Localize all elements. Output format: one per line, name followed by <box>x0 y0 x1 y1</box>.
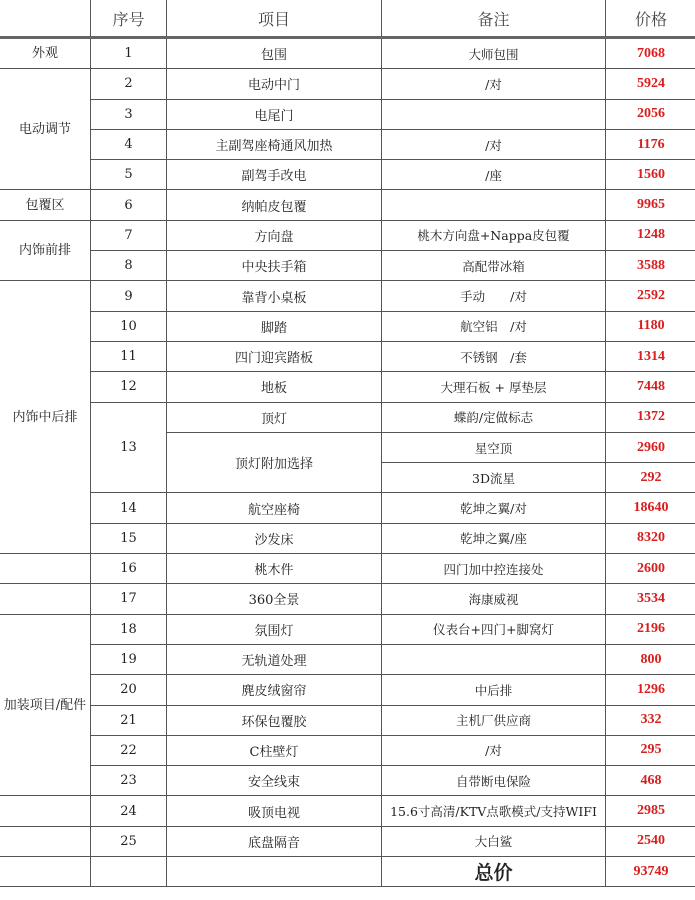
note-cell: /对 <box>382 735 606 765</box>
note-cell: 大理石板 + 厚垫层 <box>382 372 606 402</box>
table-row <box>0 675 695 705</box>
category-cell: 外观 <box>0 38 91 69</box>
table-row <box>0 766 695 796</box>
item-cell: 顶灯 <box>167 402 382 432</box>
item-cell: 顶灯附加选择 <box>167 432 382 493</box>
item-cell: 桃木件 <box>167 554 382 584</box>
note-cell <box>382 99 606 129</box>
price-cell: 1372 <box>606 402 695 432</box>
item-cell: 方向盘 <box>167 220 382 250</box>
item-cell: 副驾手改电 <box>167 160 382 190</box>
seq-cell: 14 <box>91 493 167 523</box>
seq-cell: 6 <box>91 190 167 220</box>
item-cell: 360全景 <box>167 584 382 614</box>
note-cell <box>382 644 606 674</box>
note-cell: 15.6寸高清/KTV点歌模式/支持WIFI <box>382 796 606 826</box>
header-item: 项目 <box>167 0 382 38</box>
price-cell: 332 <box>606 705 695 735</box>
table-row <box>0 190 695 220</box>
note-cell: 中后排 <box>382 675 606 705</box>
total-row <box>0 857 695 887</box>
item-cell: 中央扶手箱 <box>167 251 382 281</box>
price-cell: 8320 <box>606 523 695 553</box>
category-cell: 加装项目/配件 <box>0 614 91 796</box>
seq-cell: 9 <box>91 281 167 311</box>
table-row <box>0 402 695 432</box>
seq-cell: 3 <box>91 99 167 129</box>
seq-cell: 4 <box>91 129 167 159</box>
note-cell <box>382 190 606 220</box>
price-cell: 800 <box>606 644 695 674</box>
item-cell: 沙发床 <box>167 523 382 553</box>
seq-cell: 15 <box>91 523 167 553</box>
note-cell: 手动 /对 <box>382 281 606 311</box>
item-cell: 安全线束 <box>167 766 382 796</box>
seq-cell: 8 <box>91 251 167 281</box>
category-cell: 内饰前排 <box>0 220 91 281</box>
note-cell: 大师包围 <box>382 38 606 69</box>
item-cell: 吸顶电视 <box>167 796 382 826</box>
note-cell: 不锈钢 /套 <box>382 341 606 371</box>
note-cell: /对 <box>382 69 606 99</box>
item-cell: 脚踏 <box>167 311 382 341</box>
empty-cell <box>91 857 167 887</box>
seq-cell: 19 <box>91 644 167 674</box>
total-label: 总价 <box>382 857 606 887</box>
header-category <box>0 0 91 38</box>
note-cell: /座 <box>382 160 606 190</box>
empty-cell <box>0 857 91 887</box>
note-cell: 桃木方向盘+Nappa皮包覆 <box>382 220 606 250</box>
note-cell: 乾坤之翼/对 <box>382 493 606 523</box>
table-row <box>0 796 695 826</box>
price-cell: 1180 <box>606 311 695 341</box>
price-cell: 1560 <box>606 160 695 190</box>
seq-cell: 5 <box>91 160 167 190</box>
price-cell: 2196 <box>606 614 695 644</box>
table-row <box>0 129 695 159</box>
table-row <box>0 38 695 69</box>
item-cell: 麂皮绒窗帘 <box>167 675 382 705</box>
price-cell: 292 <box>606 463 695 493</box>
category-cell: 电动调节 <box>0 69 91 190</box>
table-row <box>0 311 695 341</box>
price-cell: 2600 <box>606 554 695 584</box>
price-cell: 7068 <box>606 38 695 69</box>
note-cell: 自带断电保险 <box>382 766 606 796</box>
price-cell: 3588 <box>606 251 695 281</box>
item-cell: 航空座椅 <box>167 493 382 523</box>
seq-cell: 25 <box>91 826 167 856</box>
category-cell <box>0 796 91 826</box>
table-row <box>0 372 695 402</box>
item-cell: 靠背小桌板 <box>167 281 382 311</box>
price-cell: 295 <box>606 735 695 765</box>
price-cell: 1296 <box>606 675 695 705</box>
item-cell: 底盘隔音 <box>167 826 382 856</box>
table-row <box>0 341 695 371</box>
table-row <box>0 523 695 553</box>
note-cell: /对 <box>382 129 606 159</box>
seq-cell: 11 <box>91 341 167 371</box>
header-price: 价格 <box>606 0 695 38</box>
item-cell: C柱壁灯 <box>167 735 382 765</box>
header-note: 备注 <box>382 0 606 38</box>
item-cell: 地板 <box>167 372 382 402</box>
note-cell: 海康威视 <box>382 584 606 614</box>
note-cell: 3D流星 <box>382 463 606 493</box>
note-cell: 四门加中控连接处 <box>382 554 606 584</box>
table-row <box>0 99 695 129</box>
note-cell: 主机厂供应商 <box>382 705 606 735</box>
seq-cell: 7 <box>91 220 167 250</box>
note-cell: 仪表台+四门+脚窝灯 <box>382 614 606 644</box>
note-cell: 大白鲨 <box>382 826 606 856</box>
table-row <box>0 220 695 250</box>
price-cell: 468 <box>606 766 695 796</box>
seq-cell: 13 <box>91 402 167 493</box>
category-cell <box>0 584 91 614</box>
price-cell: 18640 <box>606 493 695 523</box>
category-cell: 包覆区 <box>0 190 91 220</box>
price-cell: 1314 <box>606 341 695 371</box>
item-cell: 无轨道处理 <box>167 644 382 674</box>
seq-cell: 18 <box>91 614 167 644</box>
seq-cell: 21 <box>91 705 167 735</box>
price-cell: 9965 <box>606 190 695 220</box>
table-row <box>0 281 695 311</box>
price-cell: 2960 <box>606 432 695 462</box>
seq-cell: 20 <box>91 675 167 705</box>
category-cell <box>0 554 91 584</box>
seq-cell: 10 <box>91 311 167 341</box>
price-cell: 2540 <box>606 826 695 856</box>
seq-cell: 12 <box>91 372 167 402</box>
price-cell: 2592 <box>606 281 695 311</box>
seq-cell: 1 <box>91 38 167 69</box>
table-row <box>0 584 695 614</box>
item-cell: 纳帕皮包覆 <box>167 190 382 220</box>
header-seq: 序号 <box>91 0 167 38</box>
empty-cell <box>167 857 382 887</box>
seq-cell: 23 <box>91 766 167 796</box>
category-cell: 内饰中后排 <box>0 281 91 554</box>
seq-cell: 2 <box>91 69 167 99</box>
table-row <box>0 735 695 765</box>
item-cell: 主副驾座椅通风加热 <box>167 129 382 159</box>
seq-cell: 16 <box>91 554 167 584</box>
table-row <box>0 705 695 735</box>
note-cell: 蝶韵/定做标志 <box>382 402 606 432</box>
price-cell: 2985 <box>606 796 695 826</box>
table-row <box>0 251 695 281</box>
seq-cell: 22 <box>91 735 167 765</box>
table-row <box>0 614 695 644</box>
note-cell: 乾坤之翼/座 <box>382 523 606 553</box>
table-row <box>0 554 695 584</box>
header-row <box>0 0 695 38</box>
item-cell: 电尾门 <box>167 99 382 129</box>
table-row <box>0 644 695 674</box>
table-row <box>0 69 695 99</box>
note-cell: 航空铝 /对 <box>382 311 606 341</box>
item-cell: 包围 <box>167 38 382 69</box>
category-cell <box>0 826 91 856</box>
price-cell: 1176 <box>606 129 695 159</box>
price-cell: 2056 <box>606 99 695 129</box>
seq-cell: 24 <box>91 796 167 826</box>
item-cell: 四门迎宾踏板 <box>167 341 382 371</box>
note-cell: 高配带冰箱 <box>382 251 606 281</box>
table-row <box>0 493 695 523</box>
price-cell: 7448 <box>606 372 695 402</box>
item-cell: 氛围灯 <box>167 614 382 644</box>
price-cell: 5924 <box>606 69 695 99</box>
price-cell: 3534 <box>606 584 695 614</box>
item-cell: 电动中门 <box>167 69 382 99</box>
price-cell: 1248 <box>606 220 695 250</box>
table-row <box>0 826 695 856</box>
total-value: 93749 <box>606 857 695 887</box>
note-cell: 星空顶 <box>382 432 606 462</box>
item-cell: 环保包覆胶 <box>167 705 382 735</box>
seq-cell: 17 <box>91 584 167 614</box>
table-row <box>0 160 695 190</box>
